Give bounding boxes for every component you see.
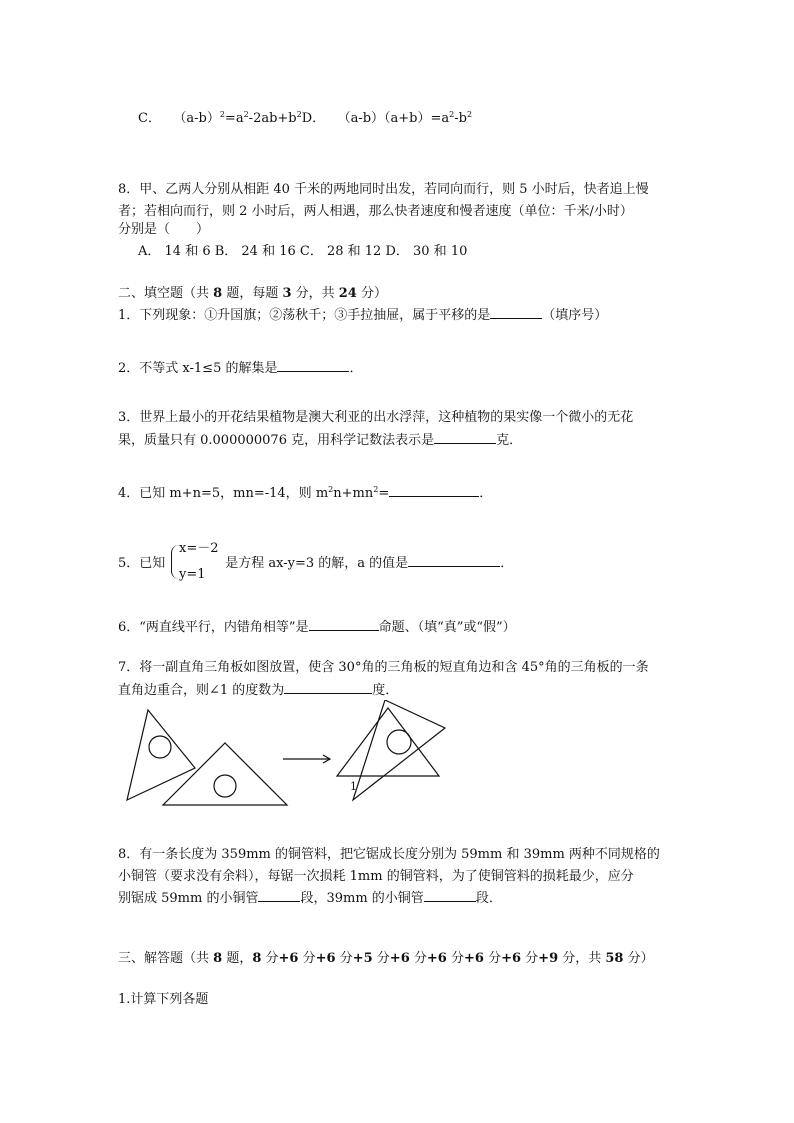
heading-number: 58 (605, 951, 624, 966)
heading-number: 8 (252, 951, 262, 966)
question-text: ． (500, 556, 514, 571)
question-text: 直角边重合，则∠1 的度数为 (118, 683, 285, 698)
fill-q4 (118, 484, 492, 504)
question-text: ． (349, 361, 363, 376)
option-d-label: D． (301, 111, 326, 126)
superscript: 2 (449, 110, 455, 119)
heading-number: +6 (501, 951, 522, 966)
superscript: 2 (373, 485, 379, 494)
heading-text: 分） (623, 951, 654, 966)
question-text: ． (479, 486, 493, 501)
heading-number: 8 (213, 951, 223, 966)
fill-q8-line-3 (118, 889, 502, 908)
heading-text: 分，共 (558, 951, 606, 966)
superscript: 2 (219, 110, 225, 119)
answer-blank (258, 889, 300, 902)
answer-blank (408, 554, 500, 567)
question-text: 6．“两直线平行，内错角相等”是 (118, 620, 309, 635)
triangle-hole (214, 775, 236, 797)
option-c-text: =a (224, 111, 244, 126)
superscript: 2 (328, 485, 334, 494)
system-eq-1: x=－2 (179, 541, 219, 556)
heading-number: 3 (282, 286, 292, 301)
answer-blank (424, 889, 476, 902)
fill-q6 (118, 618, 516, 637)
question-text: 度． (372, 683, 399, 698)
question-text: （填序号） (542, 308, 608, 323)
question-text: 5．已知 (118, 556, 166, 571)
answer-blank (389, 484, 479, 497)
heading-text: 题， (222, 951, 253, 966)
question-text: 4．已知 m+n=5，mn=-14，则 m (118, 486, 329, 501)
triangle-30-left (127, 710, 195, 800)
q8-options: A． 14 和 6 B． 24 和 16 C． 28 和 12 D． 30 和 10 (138, 244, 468, 259)
section3-heading (118, 950, 654, 968)
question-text: 克． (496, 433, 523, 448)
heading-text: 三、解答题（共 (118, 951, 214, 966)
fill-q7-line-2 (118, 681, 398, 700)
question-text: 段． (475, 891, 502, 906)
answer-blank (434, 431, 496, 444)
fill-q2 (118, 359, 362, 378)
heading-text: 分） (356, 286, 387, 301)
triangle-30-combined (353, 700, 445, 800)
heading-number: 24 (338, 286, 357, 301)
heading-number: 8 (213, 286, 223, 301)
fill-q3-line-1: 3．世界上最小的开花结果植物是澳大利亚的出水浮萍，这种植物的果实像一个微小的无花 (118, 410, 634, 425)
q8-line-1: 8．甲、乙两人分别从相距 40 千米的两地同时出发，若同向而行，则 5 小时后，快者追上慢 (118, 182, 649, 197)
fill-q7-line-1: 7．将一副直角三角板如图放置，使含 30°角的三角板的短直角边和含 45°角的三角板的一条 (118, 660, 649, 675)
heading-text: 分 (298, 951, 316, 966)
section3-q1: 1.计算下列各题 (118, 992, 209, 1007)
question-text: 命题、（填“真”或“假”） (378, 620, 516, 635)
question-text: = (378, 486, 390, 501)
angle-label: 1 (350, 780, 357, 793)
triangle-hole (149, 736, 171, 758)
heading-number: +6 (463, 951, 484, 966)
question-text: 果，质量只有 0.000000076 克，用科学记数法表示是 (118, 433, 435, 448)
question-text: 2．不等式 x-1≤5 的解集是 (118, 361, 278, 376)
triangle-hole (387, 730, 411, 754)
question-text: 1．下列现象：①升国旗；②荡秋千；③手拉抽屉，属于平移的是 (118, 308, 491, 323)
heading-number: +9 (538, 951, 559, 966)
answer-blank (277, 359, 349, 372)
fill-q3-line-2 (118, 431, 522, 450)
heading-text: 分，共 (291, 286, 339, 301)
heading-number: +6 (315, 951, 336, 966)
q8-line-2: 者；若相向而行，则 2 小时后，两人相遇，那么快者速度和慢者速度（单位：千米/小时） (118, 204, 633, 219)
question-text: n+mn (333, 486, 374, 501)
question-text: 是方程 ax-y=3 的解，a 的值是 (225, 556, 409, 571)
superscript: 2 (296, 110, 302, 119)
heading-text: 分 (261, 951, 279, 966)
option-d-text: -b (454, 111, 467, 126)
heading-number: +6 (278, 951, 299, 966)
heading-text: 分 (446, 951, 464, 966)
heading-text: 分 (372, 951, 390, 966)
option-c-text: -2ab+b (248, 111, 297, 126)
heading-text: 分 (409, 951, 427, 966)
fill-q8-line-2: 小铜管（要求没有余料），每锯一次损耗 1mm 的铜管料，为了使铜管料的损耗最少，应分 (118, 869, 634, 884)
heading-text: 二、填空题（共 (118, 286, 214, 301)
option-c-label: C． (138, 111, 161, 126)
system-eq-2: y=1 (179, 567, 206, 582)
heading-text: 题，每题 (222, 286, 283, 301)
heading-number: +6 (389, 951, 410, 966)
answer-blank (309, 618, 379, 631)
heading-number: +6 (426, 951, 447, 966)
answer-blank (490, 306, 542, 319)
option-d-text: （a-b）（a+b）=a (337, 111, 450, 126)
heading-text: 分 (483, 951, 502, 966)
question-text: 段，39mm 的小铜管 (300, 891, 424, 906)
q8-line-3: 分别是（ ） (118, 222, 210, 237)
q7-options-cd (138, 110, 472, 129)
superscript: 2 (466, 110, 473, 119)
superscript: 2 (243, 110, 249, 119)
fill-q1 (118, 306, 607, 325)
triangle-figure (110, 700, 470, 815)
answer-blank (284, 681, 372, 694)
option-c-text: （a-b） (173, 111, 220, 126)
heading-number: +5 (352, 951, 373, 966)
question-text: 别锯成 59mm 的小铜管 (118, 891, 259, 906)
heading-text: 分 (335, 951, 353, 966)
heading-text: 分 (521, 951, 539, 966)
fill-q8-line-1: 8．有一条长度为 359mm 的铜管料，把它锯成长度分别为 59mm 和 39mm 两种不同规格的 (118, 847, 660, 862)
section2-heading (118, 285, 387, 303)
